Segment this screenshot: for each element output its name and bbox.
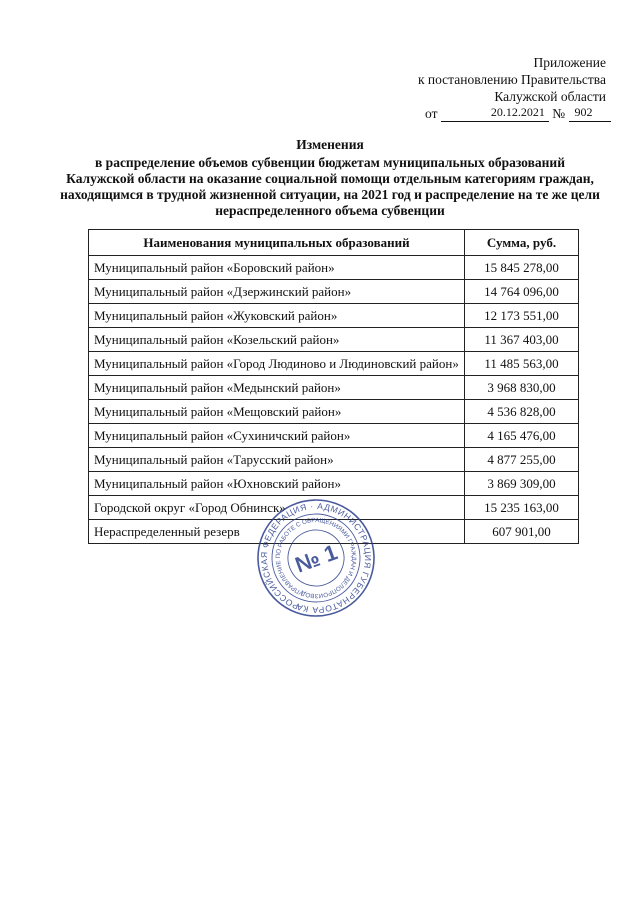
municipality-name: Муниципальный район «Сухиничский район» [89,424,465,448]
subvention-sum: 15 845 278,00 [465,256,579,280]
stamp-outer-text: РОССИЙСКАЯ ФЕДЕРАЦИЯ · АДМИНИСТРАЦИЯ ГУБЕРНАТОРА КАЛУЖСКОЙ [258,500,374,616]
appendix-line: Приложение [533,55,606,70]
table-row [89,280,579,304]
subvention-sum: 11 485 563,00 [465,352,579,376]
decree-date: 20.12.2021 [490,105,545,119]
appendix-header [418,54,606,105]
municipality-name: Муниципальный район «Дзержинский район» [89,280,465,304]
municipality-name: Нераспределенный резерв [89,520,465,544]
table-row [89,400,579,424]
column-header-sum: Сумма, руб. [465,230,579,256]
municipality-name: Муниципальный район «Жуковский район» [89,304,465,328]
official-stamp [256,498,376,618]
subvention-table [88,229,579,544]
municipality-name: Муниципальный район «Козельский район» [89,328,465,352]
column-header-name: Наименования муниципальных образований [89,230,465,256]
municipality-name: Муниципальный район «Город Людиново и Людиновский район» [89,352,465,376]
decree-number: 902 [574,105,593,119]
number-underline [569,107,611,122]
table-row [89,256,579,280]
table-row [89,328,579,352]
subvention-sum: 14 764 096,00 [465,280,579,304]
municipality-name: Муниципальный район «Тарусский район» [89,448,465,472]
subvention-sum: 11 367 403,00 [465,328,579,352]
table-row [89,448,579,472]
municipality-name: Муниципальный район «Юхновский район» [89,472,465,496]
stamp-inner-text: УПРАВЛЕНИЕ ПО РАБОТЕ С ОБРАЩЕНИЯМИ ГРАЖДАН И ДЕЛОПРОИЗВОДСТВУ [274,516,358,600]
table-row [89,352,579,376]
municipality-name: Муниципальный район «Мещовский район» [89,400,465,424]
subvention-sum: 4 165 476,00 [465,424,579,448]
date-prefix: от [425,106,438,121]
date-underline [441,107,549,122]
table-header-row [89,230,579,256]
municipality-name: Муниципальный район «Медынский район» [89,376,465,400]
number-sign: № [552,106,566,121]
subvention-sum: 15 235 163,00 [465,496,579,520]
title-heading: Изменения [296,137,364,152]
table-row [89,472,579,496]
table-row [89,424,579,448]
subvention-sum: 3 869 309,00 [465,472,579,496]
municipality-name: Городской округ «Город Обнинск» [89,496,465,520]
subvention-sum: 3 968 830,00 [465,376,579,400]
subvention-sum: 607 901,00 [465,520,579,544]
appendix-line: к постановлению Правительства [417,72,606,87]
date-number-line [425,106,611,122]
appendix-line: Калужской области [494,89,606,104]
table-row [89,304,579,328]
subvention-sum: 4 877 255,00 [465,448,579,472]
subvention-sum: 12 173 551,00 [465,304,579,328]
title-subtitle: в распределение объемов субвенции бюджетам муниципальных образований Калужской области на оказание социальной помощи отдельным категориям граждан, находящимся в трудной жизненной ситуации, на 2021 год и распределение на те же цели нераспределенного объема субвенции [60,155,600,218]
document-title [60,137,600,219]
municipality-name: Муниципальный район «Боровский район» [89,256,465,280]
subvention-sum: 4 536 828,00 [465,400,579,424]
stamp-center-text: № 1 [291,539,341,578]
table-row [89,376,579,400]
